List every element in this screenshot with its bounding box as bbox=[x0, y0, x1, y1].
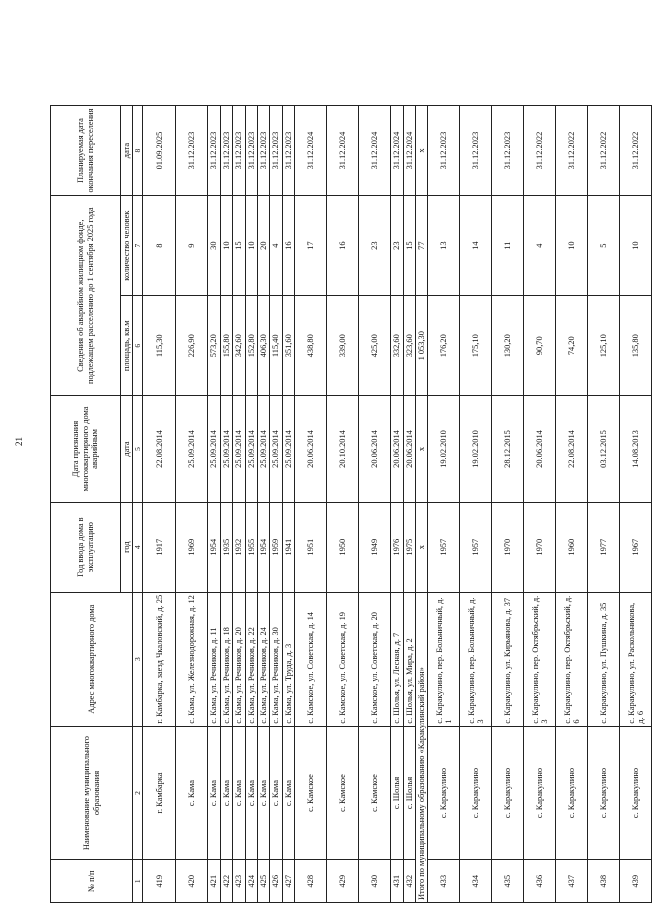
table-row bbox=[245, 106, 257, 903]
people-count: 5 bbox=[588, 196, 620, 296]
municipality: с. Камское bbox=[327, 726, 359, 860]
table-row bbox=[208, 106, 220, 903]
address: с. Шолья, ул. Лесная, д. 7 bbox=[391, 592, 403, 726]
commission-year: 1951 bbox=[295, 502, 327, 592]
table-row bbox=[282, 106, 294, 903]
commission-year: 1977 bbox=[588, 502, 620, 592]
area: 425,00 bbox=[359, 296, 391, 396]
people-count: 10 bbox=[245, 196, 257, 296]
address: с. Шолья, ул. Мира, д. 2 bbox=[403, 592, 415, 726]
table-row bbox=[176, 106, 208, 903]
people-count: 9 bbox=[176, 196, 208, 296]
total-planned-date: x bbox=[416, 106, 428, 196]
planned-date: 31.12.2023 bbox=[460, 106, 492, 196]
table-row bbox=[524, 106, 556, 903]
total-people: 77 bbox=[416, 196, 428, 296]
municipality: с. Каракулино bbox=[460, 726, 492, 860]
subheader-people: количество человек bbox=[121, 196, 133, 296]
recognition-date: 19.02.2010 bbox=[460, 396, 492, 502]
people-count: 15 bbox=[403, 196, 415, 296]
area: 342,60 bbox=[233, 296, 245, 396]
municipality: с. Камское bbox=[295, 726, 327, 860]
column-number: 6 bbox=[133, 296, 143, 396]
row-number: 426 bbox=[270, 860, 282, 903]
area: 438,80 bbox=[295, 296, 327, 396]
municipality: с. Каракулино bbox=[556, 726, 588, 860]
recognition-date: 14.08.2013 bbox=[620, 396, 652, 502]
planned-date: 31.12.2023 bbox=[258, 106, 270, 196]
row-number: 436 bbox=[524, 860, 556, 903]
municipality: с. Кама bbox=[282, 726, 294, 860]
area: 175,10 bbox=[460, 296, 492, 396]
emergency-housing-table bbox=[50, 105, 652, 903]
planned-date: 31.12.2023 bbox=[245, 106, 257, 196]
row-number: 427 bbox=[282, 860, 294, 903]
row-number: 432 bbox=[403, 860, 415, 903]
recognition-date: 22.08.2014 bbox=[556, 396, 588, 502]
commission-year: 1950 bbox=[327, 502, 359, 592]
row-number: 429 bbox=[327, 860, 359, 903]
recognition-date: 19.02.2010 bbox=[428, 396, 460, 502]
total-label: Итого по муниципальному образованию «Каракулинский район» bbox=[416, 592, 428, 902]
municipality: с. Кама bbox=[220, 726, 232, 860]
table-row bbox=[220, 106, 232, 903]
area: 573,20 bbox=[208, 296, 220, 396]
header-municipality: Наименование муниципального образования bbox=[51, 726, 133, 860]
row-number: 431 bbox=[391, 860, 403, 903]
people-count: 4 bbox=[524, 196, 556, 296]
row-number: 434 bbox=[460, 860, 492, 903]
table-row bbox=[295, 106, 327, 903]
recognition-date: 20.06.2014 bbox=[295, 396, 327, 502]
commission-year: 1970 bbox=[492, 502, 524, 592]
total-row bbox=[416, 106, 428, 903]
address: с. Кама, ул. Речников, д. 24 bbox=[258, 592, 270, 726]
municipality: с. Каракулино bbox=[620, 726, 652, 860]
address: с. Кама, ул. Речников, д. 20 bbox=[233, 592, 245, 726]
people-count: 13 bbox=[428, 196, 460, 296]
recognition-date: 22.08.2014 bbox=[143, 396, 176, 502]
address: г. Камбарка, заезд Чкаловский, д. 25 bbox=[143, 592, 176, 726]
planned-date: 31.12.2024 bbox=[327, 106, 359, 196]
commission-year: 1960 bbox=[556, 502, 588, 592]
header-address: Адрес многоквартирного дома bbox=[51, 592, 133, 726]
planned-date: 31.12.2022 bbox=[588, 106, 620, 196]
recognition-date: 25.09.2014 bbox=[220, 396, 232, 502]
municipality: г. Камбарка bbox=[143, 726, 176, 860]
recognition-date: 25.09.2014 bbox=[245, 396, 257, 502]
table-row bbox=[327, 106, 359, 903]
municipality: с. Шолья bbox=[403, 726, 415, 860]
recognition-date: 20.06.2014 bbox=[391, 396, 403, 502]
table-row bbox=[588, 106, 620, 903]
row-number: 433 bbox=[428, 860, 460, 903]
people-count: 23 bbox=[391, 196, 403, 296]
planned-date: 31.12.2022 bbox=[620, 106, 652, 196]
planned-date: 31.12.2023 bbox=[208, 106, 220, 196]
column-number: 2 bbox=[133, 726, 143, 860]
planned-date: 31.12.2024 bbox=[295, 106, 327, 196]
municipality: с. Шолья bbox=[391, 726, 403, 860]
total-year: x bbox=[416, 502, 428, 592]
commission-year: 1967 bbox=[620, 502, 652, 592]
address: с. Каракулино, пер. Октябрьский, д. 3 bbox=[524, 592, 556, 726]
recognition-date: 28.12.2015 bbox=[492, 396, 524, 502]
commission-year: 1954 bbox=[208, 502, 220, 592]
address: с. Камское, ул. Советская, д. 19 bbox=[327, 592, 359, 726]
subheader-planned-date: дата bbox=[121, 106, 133, 196]
commission-year: 1976 bbox=[391, 502, 403, 592]
page-number: 21 bbox=[14, 437, 24, 446]
people-count: 11 bbox=[492, 196, 524, 296]
commission-year: 1957 bbox=[428, 502, 460, 592]
municipality: с. Камское bbox=[359, 726, 391, 860]
subheader-area: площадь, кв.м bbox=[121, 296, 133, 396]
table-row bbox=[460, 106, 492, 903]
people-count: 16 bbox=[282, 196, 294, 296]
table-row bbox=[270, 106, 282, 903]
area: 125,10 bbox=[588, 296, 620, 396]
header-commission-year: Год ввода дома в эксплуатацию bbox=[51, 502, 121, 592]
header-housing-info: Сведения об аварийном жилищном фонде, подлежащем расселению до 1 сентября 2025 года bbox=[51, 196, 121, 396]
commission-year: 1955 bbox=[245, 502, 257, 592]
area: 130,20 bbox=[492, 296, 524, 396]
people-count: 8 bbox=[143, 196, 176, 296]
commission-year: 1957 bbox=[460, 502, 492, 592]
column-number: 7 bbox=[133, 196, 143, 296]
table-row bbox=[233, 106, 245, 903]
address: с. Каракулино, пер. Октябрьский, д. 6 bbox=[556, 592, 588, 726]
column-number: 3 bbox=[133, 592, 143, 726]
address: с. Кама, ул. Труда, д. 3 bbox=[282, 592, 294, 726]
row-number: 419 bbox=[143, 860, 176, 903]
total-recognition-date: x bbox=[416, 396, 428, 502]
commission-year: 1959 bbox=[270, 502, 282, 592]
people-count: 30 bbox=[208, 196, 220, 296]
area: 90,70 bbox=[524, 296, 556, 396]
column-number: 5 bbox=[133, 396, 143, 502]
people-count: 4 bbox=[270, 196, 282, 296]
row-number: 438 bbox=[588, 860, 620, 903]
municipality: с. Каракулино bbox=[588, 726, 620, 860]
recognition-date: 25.09.2014 bbox=[233, 396, 245, 502]
address: с. Каракулино, ул. Раскольникова, д. 6 bbox=[620, 592, 652, 726]
area: 226,90 bbox=[176, 296, 208, 396]
commission-year: 1975 bbox=[403, 502, 415, 592]
address: с. Каракулино, пер. Больничный, д. 1 bbox=[428, 592, 460, 726]
area: 339,00 bbox=[327, 296, 359, 396]
table-row bbox=[403, 106, 415, 903]
header-num: № п/п bbox=[51, 860, 133, 903]
municipality: с. Кама bbox=[176, 726, 208, 860]
recognition-date: 25.09.2014 bbox=[176, 396, 208, 502]
row-number: 437 bbox=[556, 860, 588, 903]
table-row bbox=[492, 106, 524, 903]
subheader-year: год bbox=[121, 502, 133, 592]
address: с. Кама, ул. Речников, д. 18 bbox=[220, 592, 232, 726]
recognition-date: 25.09.2014 bbox=[282, 396, 294, 502]
recognition-date: 20.06.2014 bbox=[403, 396, 415, 502]
planned-date: 31.12.2024 bbox=[403, 106, 415, 196]
recognition-date: 20.06.2014 bbox=[359, 396, 391, 502]
area: 351,60 bbox=[282, 296, 294, 396]
row-number: 430 bbox=[359, 860, 391, 903]
municipality: с. Кама bbox=[270, 726, 282, 860]
column-number: 1 bbox=[133, 860, 143, 903]
planned-date: 31.12.2024 bbox=[359, 106, 391, 196]
recognition-date: 25.09.2014 bbox=[258, 396, 270, 502]
commission-year: 1917 bbox=[143, 502, 176, 592]
commission-year: 1954 bbox=[258, 502, 270, 592]
address: с. Камское, ул. Советская, д. 14 bbox=[295, 592, 327, 726]
people-count: 10 bbox=[220, 196, 232, 296]
address: с. Каракулино, ул. Кирьянова, д. 37 bbox=[492, 592, 524, 726]
table-row bbox=[143, 106, 176, 903]
address: с. Кама, ул. Речников, д. 30 bbox=[270, 592, 282, 726]
address: с. Кама, ул. Речников, д. 22 bbox=[245, 592, 257, 726]
row-number: 425 bbox=[258, 860, 270, 903]
address: с. Кама, ул. Речников, д. 11 bbox=[208, 592, 220, 726]
area: 155,80 bbox=[220, 296, 232, 396]
row-number: 439 bbox=[620, 860, 652, 903]
area: 176,20 bbox=[428, 296, 460, 396]
row-number: 421 bbox=[208, 860, 220, 903]
row-number: 420 bbox=[176, 860, 208, 903]
municipality: с. Каракулино bbox=[524, 726, 556, 860]
planned-date: 31.12.2024 bbox=[391, 106, 403, 196]
planned-date: 31.12.2023 bbox=[220, 106, 232, 196]
municipality: с. Кама bbox=[208, 726, 220, 860]
people-count: 17 bbox=[295, 196, 327, 296]
municipality: с. Каракулино bbox=[428, 726, 460, 860]
municipality: с. Кама bbox=[245, 726, 257, 860]
table-row bbox=[620, 106, 652, 903]
municipality: с. Кама bbox=[258, 726, 270, 860]
area: 74,20 bbox=[556, 296, 588, 396]
address: с. Камское, ул. Советская, д. 20 bbox=[359, 592, 391, 726]
municipality: с. Каракулино bbox=[492, 726, 524, 860]
recognition-date: 25.09.2014 bbox=[270, 396, 282, 502]
area: 406,30 bbox=[258, 296, 270, 396]
table-row bbox=[359, 106, 391, 903]
total-area: 1 053,30 bbox=[416, 296, 428, 396]
people-count: 10 bbox=[556, 196, 588, 296]
people-count: 14 bbox=[460, 196, 492, 296]
area: 332,60 bbox=[391, 296, 403, 396]
table-row bbox=[391, 106, 403, 903]
area: 323,60 bbox=[403, 296, 415, 396]
address: с. Каракулино, пер. Больничный, д. 3 bbox=[460, 592, 492, 726]
rotated-table-sheet bbox=[58, 0, 645, 905]
people-count: 20 bbox=[258, 196, 270, 296]
people-count: 10 bbox=[620, 196, 652, 296]
area: 135,80 bbox=[620, 296, 652, 396]
address: с. Каракулино, ул. Пушкина, д. 35 bbox=[588, 592, 620, 726]
row-number: 422 bbox=[220, 860, 232, 903]
planned-date: 31.12.2023 bbox=[270, 106, 282, 196]
address: с. Кама, ул. Железнодорожная, д. 12 bbox=[176, 592, 208, 726]
commission-year: 1935 bbox=[220, 502, 232, 592]
column-number: 8 bbox=[133, 106, 143, 196]
area: 152,80 bbox=[245, 296, 257, 396]
recognition-date: 20.06.2014 bbox=[524, 396, 556, 502]
people-count: 23 bbox=[359, 196, 391, 296]
header-planned-date: Планируемая дата окончания переселения bbox=[51, 106, 121, 196]
planned-date: 31.12.2023 bbox=[282, 106, 294, 196]
municipality: с. Кама bbox=[233, 726, 245, 860]
people-count: 16 bbox=[327, 196, 359, 296]
planned-date: 31.12.2022 bbox=[556, 106, 588, 196]
planned-date: 31.12.2023 bbox=[492, 106, 524, 196]
header-recognition-date: Дата признания многоквартирного дома аварийным bbox=[51, 396, 121, 502]
people-count: 15 bbox=[233, 196, 245, 296]
subheader-recognition-date: дата bbox=[121, 396, 133, 502]
table-row bbox=[258, 106, 270, 903]
planned-date: 31.12.2022 bbox=[524, 106, 556, 196]
area: 115,40 bbox=[270, 296, 282, 396]
commission-year: 1932 bbox=[233, 502, 245, 592]
recognition-date: 25.09.2014 bbox=[208, 396, 220, 502]
planned-date: 31.12.2023 bbox=[176, 106, 208, 196]
row-number: 424 bbox=[245, 860, 257, 903]
planned-date: 31.12.2023 bbox=[428, 106, 460, 196]
commission-year: 1941 bbox=[282, 502, 294, 592]
commission-year: 1949 bbox=[359, 502, 391, 592]
table-row bbox=[556, 106, 588, 903]
row-number: 428 bbox=[295, 860, 327, 903]
row-number: 423 bbox=[233, 860, 245, 903]
column-number: 4 bbox=[133, 502, 143, 592]
recognition-date: 03.12.2015 bbox=[588, 396, 620, 502]
commission-year: 1969 bbox=[176, 502, 208, 592]
commission-year: 1970 bbox=[524, 502, 556, 592]
planned-date: 31.12.2023 bbox=[233, 106, 245, 196]
table-row bbox=[428, 106, 460, 903]
area: 115,30 bbox=[143, 296, 176, 396]
recognition-date: 20.10.2014 bbox=[327, 396, 359, 502]
row-number: 435 bbox=[492, 860, 524, 903]
planned-date: 01.09.2025 bbox=[143, 106, 176, 196]
